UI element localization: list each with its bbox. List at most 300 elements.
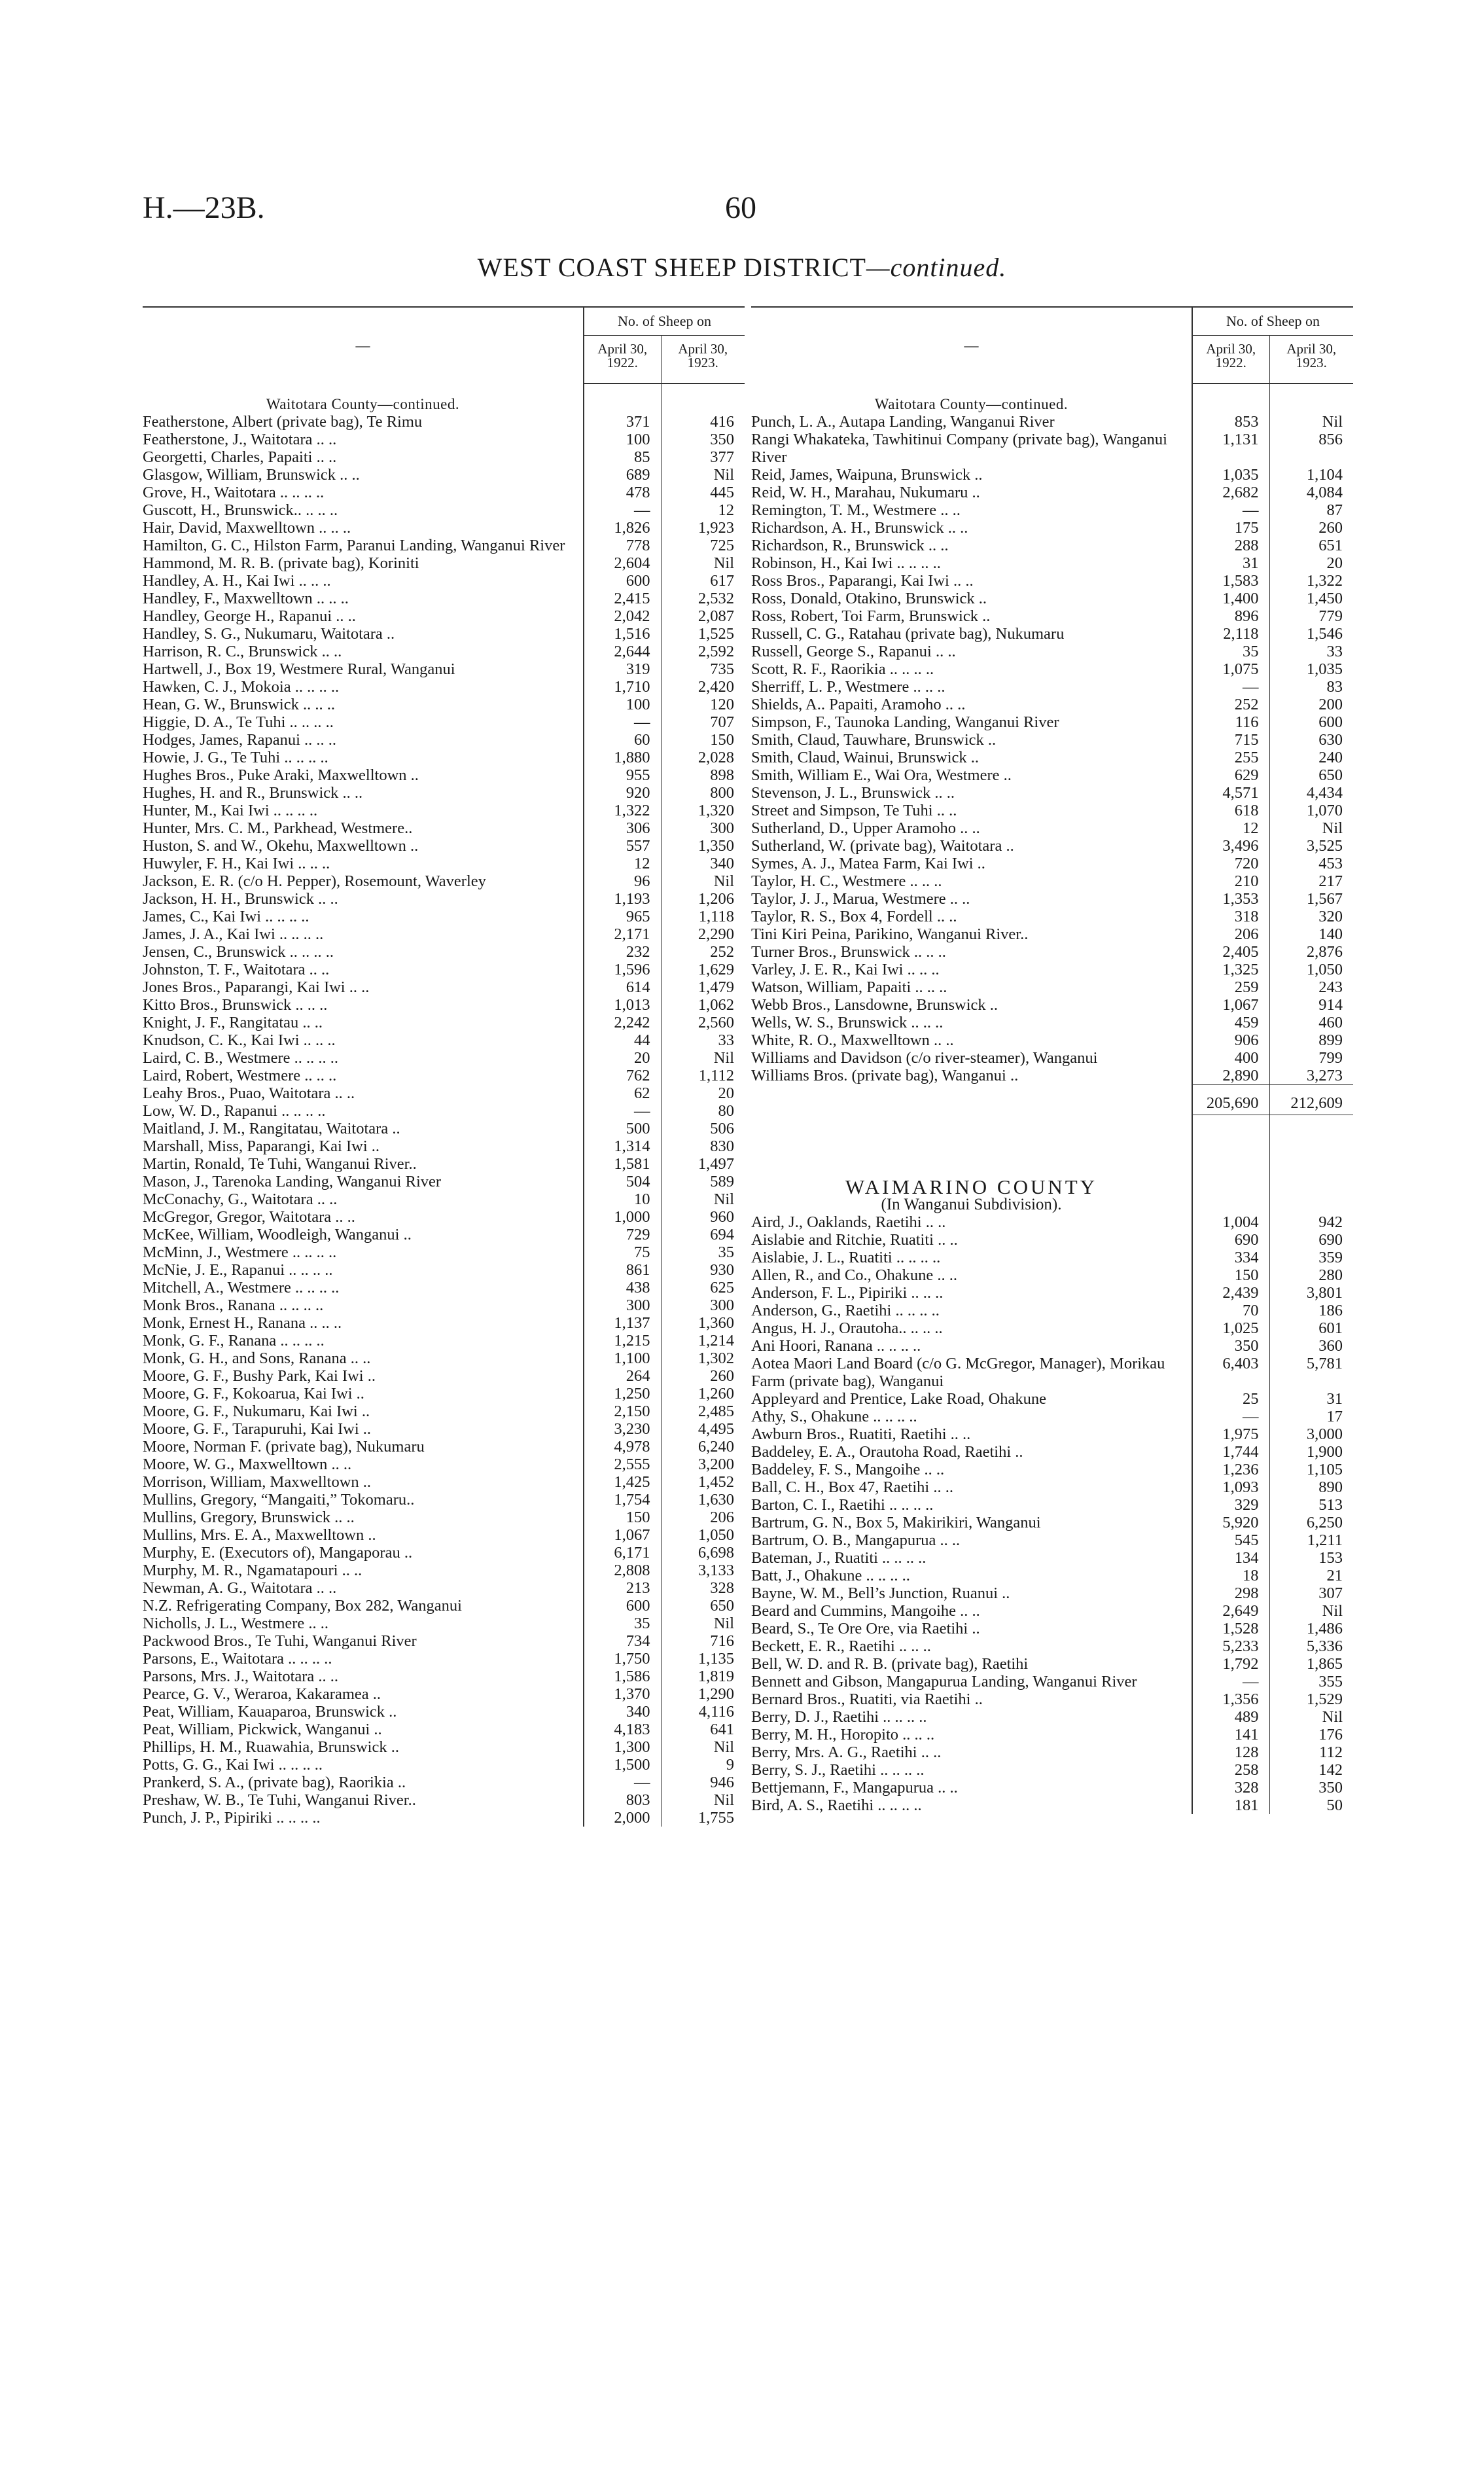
sheep-1922: 300 (584, 1296, 661, 1314)
owner-name: Aislabie, J. L., Ruatiti .. .. .. .. (751, 1249, 1192, 1266)
owner-name: McGregor, Gregor, Waitotara .. .. (143, 1208, 584, 1226)
owner-name: Mitchell, A., Westmere .. .. .. .. (143, 1279, 584, 1296)
table-row (143, 731, 745, 749)
table-row (143, 448, 745, 466)
sheep-1922: 319 (584, 660, 661, 678)
table-row (143, 1456, 745, 1473)
sheep-1922: 1,067 (1192, 996, 1269, 1014)
sheep-1922: 60 (584, 731, 661, 749)
owner-name: James, C., Kai Iwi .. .. .. .. (143, 908, 584, 925)
owner-name: Low, W. D., Rapanui .. .. .. .. (143, 1102, 584, 1120)
table-row (143, 1438, 745, 1456)
table-row (143, 1721, 745, 1738)
table-row (751, 1266, 1353, 1284)
table-row (751, 678, 1353, 696)
sheep-1923: Nil (1322, 819, 1343, 837)
sheep-1923: 1,112 (698, 1067, 735, 1084)
sheep-1923: 1,865 (1306, 1655, 1343, 1673)
sheep-1923: 416 (710, 413, 735, 431)
sheep-1922: 329 (1192, 1496, 1269, 1514)
year-1923-header: April 30, 1923. (661, 336, 745, 384)
sheep-1922: 1,325 (1192, 961, 1269, 978)
sheep-1923: 31 (1326, 1390, 1343, 1408)
sheep-1923: 1,260 (698, 1385, 735, 1403)
sheep-1923: 445 (710, 484, 735, 501)
owner-name: Sutherland, D., Upper Aramoho .. .. (751, 819, 1192, 837)
owner-name: Phillips, H. M., Ruawahia, Brunswick .. (143, 1738, 584, 1756)
table-row (143, 1738, 745, 1756)
sheep-1922: 1,754 (584, 1491, 661, 1509)
sheep-1922: 1,314 (584, 1137, 661, 1155)
sheep-1923: 1,050 (1306, 961, 1343, 978)
table-row (751, 1496, 1353, 1514)
sheep-1922: 720 (1192, 855, 1269, 872)
sheep-1922: 1,353 (1192, 890, 1269, 908)
sheep-1923: 2,592 (698, 643, 735, 660)
sheep-1922: 853 (1192, 413, 1269, 431)
owner-name: Hean, G. W., Brunswick .. .. .. (143, 696, 584, 713)
sheep-1923: 1,105 (1306, 1461, 1343, 1478)
table-row (143, 537, 745, 554)
sheep-1923: 340 (710, 855, 735, 872)
table-row (143, 1632, 745, 1650)
sheep-1922: 35 (1192, 643, 1269, 660)
table-row (143, 1067, 745, 1084)
sheep-1922: — (584, 713, 661, 731)
sheep-1922: 965 (584, 908, 661, 925)
sheep-1923: 33 (1326, 643, 1343, 660)
owner-name: Barton, C. I., Raetihi .. .. .. .. (751, 1496, 1192, 1514)
table-row (751, 1514, 1353, 1531)
sheep-1923: 355 (1318, 1673, 1343, 1690)
table-row (143, 1791, 745, 1809)
owner-name: Preshaw, W. B., Te Tuhi, Wanganui River.. (143, 1791, 584, 1809)
owner-name: James, J. A., Kai Iwi .. .. .. .. (143, 925, 584, 943)
owner-column-header: — (751, 307, 1192, 384)
sheep-1922: 306 (584, 819, 661, 837)
owner-name: Peat, William, Kauaparoa, Brunswick .. (143, 1703, 584, 1721)
owner-name: Jensen, C., Brunswick .. .. .. .. (143, 943, 584, 961)
sheep-1923: 9 (726, 1756, 735, 1774)
sheep-1923: 1,529 (1306, 1690, 1343, 1708)
sheep-1922: 1,750 (584, 1650, 661, 1668)
table-row (751, 1337, 1353, 1355)
table-row (143, 784, 745, 802)
sheep-1923: 350 (710, 431, 735, 448)
sheep-1922: 181 (1192, 1796, 1269, 1814)
owner-name: Athy, S., Ohakune .. .. .. .. (751, 1408, 1192, 1425)
sheep-1923: 20 (1326, 554, 1343, 572)
owner-name: Jackson, H. H., Brunswick .. .. (143, 890, 584, 908)
sheep-1922: 1,975 (1192, 1425, 1269, 1443)
owner-name: Ross, Donald, Otakino, Brunswick .. (751, 590, 1192, 607)
table-row (751, 501, 1353, 519)
sheep-1923: 650 (1318, 766, 1343, 784)
owner-name: Reid, W. H., Marahau, Nukumaru .. (751, 484, 1192, 501)
owner-name: Featherstone, J., Waitotara .. .. (143, 431, 584, 448)
sheep-1922: 232 (584, 943, 661, 961)
table-row (143, 1349, 745, 1367)
sheep-1922: 1,000 (584, 1208, 661, 1226)
owner-name: Taylor, R. S., Box 4, Fordell .. .. (751, 908, 1192, 925)
table-row (751, 1796, 1353, 1814)
sheep-1923: 799 (1318, 1049, 1343, 1067)
owner-name: Handley, S. G., Nukumaru, Waitotara .. (143, 625, 584, 643)
table-row (143, 660, 745, 678)
table-row (143, 890, 745, 908)
sheep-1923: 3,801 (1306, 1284, 1343, 1302)
owner-name: Huwyler, F. H., Kai Iwi .. .. .. (143, 855, 584, 872)
sheep-1922: 600 (584, 572, 661, 590)
table-row (143, 1296, 745, 1314)
owner-name: Newman, A. G., Waitotara .. .. (143, 1579, 584, 1597)
owner-name: Allen, R., and Co., Ohakune .. .. (751, 1266, 1192, 1284)
sheep-1922: 328 (1192, 1779, 1269, 1796)
sheep-1923: 2,087 (698, 607, 735, 625)
sheep-1923: 5,336 (1306, 1637, 1343, 1655)
sheep-1923: Nil (713, 1049, 735, 1067)
page-title (0, 252, 1484, 283)
sheep-1923: 1,070 (1306, 802, 1343, 819)
owner-name: Handley, A. H., Kai Iwi .. .. .. (143, 572, 584, 590)
sheep-1922: — (1192, 501, 1269, 519)
sheep-1923: 3,200 (698, 1456, 735, 1473)
table-row (751, 1673, 1353, 1690)
sheep-1923: 4,495 (698, 1420, 735, 1438)
sheep-1923: 1,302 (698, 1349, 735, 1367)
owner-name: Morrison, William, Maxwelltown .. (143, 1473, 584, 1491)
table-row (143, 908, 745, 925)
total-1923: 212,609 (1269, 1085, 1353, 1115)
sheep-1923: 206 (710, 1509, 735, 1526)
owner-name: Bell, W. D. and R. B. (private bag), Raetihi (751, 1655, 1192, 1673)
sheep-1922: 955 (584, 766, 661, 784)
owner-name: Grove, H., Waitotara .. .. .. .. (143, 484, 584, 501)
sheep-1923: 1,322 (1306, 572, 1343, 590)
sheep-1923: 641 (710, 1721, 735, 1738)
table-row (751, 855, 1353, 872)
owner-name: Hodges, James, Rapanui .. .. .. (143, 731, 584, 749)
sheep-1922: 175 (1192, 519, 1269, 537)
sheep-1922: 600 (584, 1597, 661, 1615)
sheep-1923: Nil (1322, 413, 1343, 431)
sheep-1922: 2,808 (584, 1562, 661, 1579)
sheep-1922: 478 (584, 484, 661, 501)
table-row (143, 855, 745, 872)
table-row (751, 1779, 1353, 1796)
sheep-1922: 629 (1192, 766, 1269, 784)
page-title-main: WEST COAST SHEEP DISTRICT (477, 253, 866, 282)
table-row (751, 1478, 1353, 1496)
sheep-1922: 1,004 (1192, 1213, 1269, 1231)
table-row (143, 1084, 745, 1102)
owner-name: Monk, G. F., Ranana .. .. .. .. (143, 1332, 584, 1349)
sheep-1923: 589 (710, 1173, 735, 1190)
owner-name: Stevenson, J. L., Brunswick .. .. (751, 784, 1192, 802)
sheep-1923: 1,900 (1306, 1443, 1343, 1461)
table-row (143, 643, 745, 660)
sheep-1922: 1,583 (1192, 572, 1269, 590)
sheep-1922: 206 (1192, 925, 1269, 943)
table-row (143, 925, 745, 943)
sheep-1922: 400 (1192, 1049, 1269, 1067)
sheep-1922: 2,604 (584, 554, 661, 572)
owner-name: Howie, J. G., Te Tuhi .. .. .. .. (143, 749, 584, 766)
table-row (143, 1208, 745, 1226)
sheep-1922: 85 (584, 448, 661, 466)
table-row (143, 1261, 745, 1279)
owner-name: Richardson, A. H., Brunswick .. .. (751, 519, 1192, 537)
sheep-1922: 141 (1192, 1726, 1269, 1743)
owner-name: Russell, George S., Rapanui .. .. (751, 643, 1192, 660)
sheep-1922: 1,236 (1192, 1461, 1269, 1478)
owner-name: Berry, M. H., Horopito .. .. .. (751, 1726, 1192, 1743)
sheep-1923: 377 (710, 448, 735, 466)
table-row (143, 1544, 745, 1562)
owner-name: Monk, Ernest H., Ranana .. .. .. (143, 1314, 584, 1332)
owner-name: Potts, G. G., Kai Iwi .. .. .. .. (143, 1756, 584, 1774)
table-row (143, 1314, 745, 1332)
county-subheading: (In Wanganui Subdivision). (751, 1196, 1192, 1213)
year-1922-header: April 30, 1922. (1192, 336, 1269, 384)
table-row (751, 1031, 1353, 1049)
table-row (143, 1226, 745, 1243)
sheep-1922: 210 (1192, 872, 1269, 890)
sheep-1923: 617 (710, 572, 735, 590)
sheep-1923: 87 (1326, 501, 1343, 519)
sheep-1923: 240 (1318, 749, 1343, 766)
sheep-1923: 360 (1318, 1337, 1343, 1355)
sheep-1922: 1,067 (584, 1526, 661, 1544)
owner-name: Webb Bros., Lansdowne, Brunswick .. (751, 996, 1192, 1014)
owner-name: Berry, Mrs. A. G., Raetihi .. .. (751, 1743, 1192, 1761)
sheep-1922: 689 (584, 466, 661, 484)
sheep-1922: 298 (1192, 1584, 1269, 1602)
sheep-1922: 1,880 (584, 749, 661, 766)
sheep-1923: 1,206 (698, 890, 735, 908)
owner-name: N.Z. Refrigerating Company, Box 282, Wanganui (143, 1597, 584, 1615)
owner-name: Bartrum, G. N., Box 5, Makirikiri, Wanganui (751, 1514, 1192, 1531)
sheep-1923: 320 (1318, 908, 1343, 925)
owner-name: Mullins, Mrs. E. A., Maxwelltown .. (143, 1526, 584, 1544)
table-row (751, 466, 1353, 484)
table-row (751, 607, 1353, 625)
table-row (751, 1567, 1353, 1584)
sheep-1922: 1,826 (584, 519, 661, 537)
owner-name: Monk Bros., Ranana .. .. .. .. (143, 1296, 584, 1314)
sheep-1922: 213 (584, 1579, 661, 1597)
sheep-1922: 70 (1192, 1302, 1269, 1319)
sheep-1922: 20 (584, 1049, 661, 1067)
owner-name: Moore, G. F., Kokoarua, Kai Iwi .. (143, 1385, 584, 1403)
sheep-1923: 1,479 (698, 978, 735, 996)
table-row (751, 890, 1353, 908)
sheep-1923: 1,290 (698, 1685, 735, 1703)
sheep-1922: 614 (584, 978, 661, 996)
owner-name: Kitto Bros., Brunswick .. .. .. (143, 996, 584, 1014)
sheep-1923: 1,360 (698, 1314, 735, 1332)
owner-name: Taylor, H. C., Westmere .. .. .. (751, 872, 1192, 890)
table-row (143, 1031, 745, 1049)
table-row (751, 590, 1353, 607)
table-row (143, 1668, 745, 1685)
sheep-1922: 116 (1192, 713, 1269, 731)
sheep-1923: 2,420 (698, 678, 735, 696)
year-1922-header: April 30, 1922. (584, 336, 661, 384)
sheep-1922: 75 (584, 1243, 661, 1261)
table-row (143, 607, 745, 625)
sheep-1923: Nil (713, 1791, 735, 1809)
sheep-1922: 729 (584, 1226, 661, 1243)
table-row (751, 1584, 1353, 1602)
sheep-1922: 12 (584, 855, 661, 872)
sheep-1923: 260 (710, 1367, 735, 1385)
table-row (143, 996, 745, 1014)
sheep-1923: 930 (710, 1261, 735, 1279)
sheep-1922: 762 (584, 1067, 661, 1084)
sheep-1922: 128 (1192, 1743, 1269, 1761)
table-row (143, 1049, 745, 1067)
sheep-1923: 6,698 (698, 1544, 735, 1562)
sheep-1923: 35 (718, 1243, 735, 1261)
owner-name: Hughes, H. and R., Brunswick .. .. (143, 784, 584, 802)
table-row (143, 1332, 745, 1349)
sheep-1922: 896 (1192, 607, 1269, 625)
table-row (751, 943, 1353, 961)
sheep-1922: 2,649 (1192, 1602, 1269, 1620)
owner-name: Aird, J., Oaklands, Raetihi .. .. (751, 1213, 1192, 1231)
sheep-1922: — (584, 1774, 661, 1791)
owner-name: Jackson, E. R. (c/o H. Pepper), Rosemount, Waverley (143, 872, 584, 890)
owner-name: Monk, G. H., and Sons, Ranana .. .. (143, 1349, 584, 1367)
sheep-1922: 134 (1192, 1549, 1269, 1567)
table-row (751, 731, 1353, 749)
sheep-1923: 690 (1318, 1231, 1343, 1249)
sheep-1923: 800 (710, 784, 735, 802)
sheep-1923: 3,000 (1306, 1425, 1343, 1443)
owner-name: Beckett, E. R., Raetihi .. .. .. (751, 1637, 1192, 1655)
table-row (751, 978, 1353, 996)
sheep-1923: 1,214 (698, 1332, 735, 1349)
owner-name: Russell, C. G., Ratahau (private bag), Nukumaru (751, 625, 1192, 643)
table-row (143, 1562, 745, 1579)
table-row (751, 908, 1353, 925)
sheep-1922: 35 (584, 1615, 661, 1632)
table-row (751, 519, 1353, 537)
owner-name: Martin, Ronald, Te Tuhi, Wanganui River.. (143, 1155, 584, 1173)
owner-name: Sherriff, L. P., Westmere .. .. .. (751, 678, 1192, 696)
owner-name: Berry, S. J., Raetihi .. .. .. .. (751, 1761, 1192, 1779)
sheep-1922: 2,150 (584, 1403, 661, 1420)
sheep-1923: 6,250 (1306, 1514, 1343, 1531)
table-row (143, 1756, 745, 1774)
owner-name: Ani Hoori, Ranana .. .. .. .. (751, 1337, 1192, 1355)
table-row (143, 819, 745, 837)
table-row (751, 1620, 1353, 1637)
sheep-1923: 252 (710, 943, 735, 961)
owner-name: Rangi Whakateka, Tawhitinui Company (private bag), Wanganui River (751, 431, 1192, 466)
sheep-1922: — (584, 1102, 661, 1120)
owner-name: McKee, William, Woodleigh, Wanganui .. (143, 1226, 584, 1243)
owner-name: Berry, D. J., Raetihi .. .. .. .. (751, 1708, 1192, 1726)
owner-name: Hughes Bros., Puke Araki, Maxwelltown .. (143, 766, 584, 784)
table-row (751, 1655, 1353, 1673)
sheep-1922: 18 (1192, 1567, 1269, 1584)
owner-name: Varley, J. E. R., Kai Iwi .. .. .. (751, 961, 1192, 978)
owner-name: Richardson, R., Brunswick .. .. (751, 537, 1192, 554)
sheep-1923: 150 (710, 731, 735, 749)
table-row (143, 466, 745, 484)
owner-name: Hawken, C. J., Mokoia .. .. .. .. (143, 678, 584, 696)
owner-name: Wells, W. S., Brunswick .. .. .. (751, 1014, 1192, 1031)
sheep-1922: 1,596 (584, 961, 661, 978)
sheep-1922: 545 (1192, 1531, 1269, 1549)
sheep-1922: 500 (584, 1120, 661, 1137)
sheep-1922: 10 (584, 1190, 661, 1208)
table-row (143, 1014, 745, 1031)
sheep-1922: 150 (584, 1509, 661, 1526)
owner-name: Bateman, J., Ruatiti .. .. .. .. (751, 1549, 1192, 1567)
sheep-1922: 1,500 (584, 1756, 661, 1774)
table-row (143, 678, 745, 696)
owner-name: Jones Bros., Paparangi, Kai Iwi .. .. (143, 978, 584, 996)
sheep-1922: 264 (584, 1367, 661, 1385)
sheep-1923: 3,133 (698, 1562, 735, 1579)
sheep-1923: 5,781 (1306, 1355, 1343, 1372)
table-row (143, 625, 745, 643)
sheep-1922: 1,250 (584, 1385, 661, 1403)
owner-name: Street and Simpson, Te Tuhi .. .. (751, 802, 1192, 819)
sheep-1923: 3,525 (1306, 837, 1343, 855)
owner-name: Marshall, Miss, Paparangi, Kai Iwi .. (143, 1137, 584, 1155)
owner-name: Higgie, D. A., Te Tuhi .. .. .. .. (143, 713, 584, 731)
owner-name: Sutherland, W. (private bag), Waitotara .. (751, 837, 1192, 855)
sheep-1922: 1,581 (584, 1155, 661, 1173)
sheep-1922: 715 (1192, 731, 1269, 749)
sheep-1923: 12 (718, 501, 735, 519)
sheep-1922: 1,370 (584, 1685, 661, 1703)
owner-name: Hunter, Mrs. C. M., Parkhead, Westmere.. (143, 819, 584, 837)
table-row (751, 1708, 1353, 1726)
table-row (143, 1703, 745, 1721)
table-row (143, 749, 745, 766)
sheep-1923: 260 (1318, 519, 1343, 537)
owner-name: McMinn, J., Westmere .. .. .. .. (143, 1243, 584, 1261)
table-row (751, 925, 1353, 943)
sheep-1923: 1,104 (1306, 466, 1343, 484)
sheep-1923: 112 (1319, 1743, 1343, 1761)
sheep-1923: 890 (1318, 1478, 1343, 1496)
owner-name: Awburn Bros., Ruatiti, Raetihi .. .. (751, 1425, 1192, 1443)
sheep-1923: 1,135 (698, 1650, 735, 1668)
sheep-1922: 2,242 (584, 1014, 661, 1031)
sheep-1923: Nil (1322, 1602, 1343, 1620)
sheep-1923: 4,434 (1306, 784, 1343, 802)
sheep-count-header: No. of Sheep on (1192, 307, 1353, 336)
table-row (751, 784, 1353, 802)
owner-name: Mullins, Gregory, “Mangaiti,” Tokomaru.. (143, 1491, 584, 1509)
sheep-1922: 2,439 (1192, 1284, 1269, 1302)
table-row (751, 837, 1353, 855)
table-row (751, 1443, 1353, 1461)
owner-name: Symes, A. J., Matea Farm, Kai Iwi .. (751, 855, 1192, 872)
owner-name: Huston, S. and W., Okehu, Maxwelltown .. (143, 837, 584, 855)
sheep-1922: 1,710 (584, 678, 661, 696)
table-row (751, 766, 1353, 784)
sheep-1923: 120 (710, 696, 735, 713)
owner-name: Punch, L. A., Autapa Landing, Wanganui River (751, 413, 1192, 431)
owner-name: Laird, C. B., Westmere .. .. .. .. (143, 1049, 584, 1067)
